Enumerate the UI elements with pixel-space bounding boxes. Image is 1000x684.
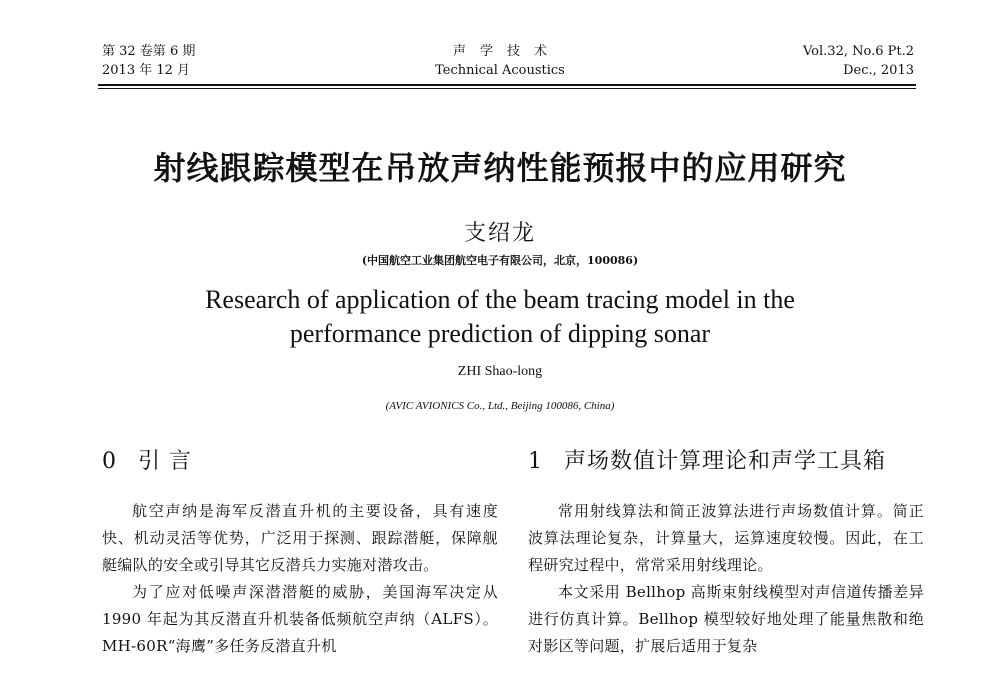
- paragraph: 常用射线算法和简正波算法进行声场数值计算。简正波算法理论复杂，计算量大，运算速度较慢。因此，在工程研究过程中，常常采用射线理论。: [528, 502, 924, 574]
- right-column: [528, 447, 924, 660]
- running-header: [0, 0, 1000, 90]
- header-right: [803, 42, 914, 80]
- section-title: 声场数值计算理论和声学工具箱: [564, 449, 887, 474]
- section-title: 引 言: [138, 449, 192, 474]
- paragraph: 为了应对低噪声深潜潜艇的威胁，美国海军决定从 1990 年起为其反潜直升机装备低频航空声纳（ALFS）。MH-60R“海鹰”多任务反潜直升机: [102, 583, 498, 655]
- date-en: Dec., 2013: [843, 63, 914, 78]
- date-cn: 2013 年 12 月: [102, 63, 191, 78]
- header-rule-thin: [98, 88, 916, 89]
- journal-name-cn: 声学技术: [452, 44, 561, 59]
- author-en: ZHI Shao-long: [457, 364, 543, 379]
- left-column: [102, 447, 498, 660]
- affiliation-cn: (中国航空工业集团航空电子有限公司，北京，100086): [361, 254, 639, 267]
- author-cn: 支绍龙: [463, 221, 536, 246]
- section-heading-introduction: [102, 447, 498, 477]
- paper-title-en: [0, 283, 1000, 351]
- affiliation-en: (AVIC AVIONICS Co., Ltd., Beijing 100086, China): [385, 400, 615, 412]
- title-en-line-1: Research of application of the beam tracing model in the: [205, 285, 795, 314]
- volume-issue-en: Vol.32, No.6 Pt.2: [802, 44, 914, 59]
- section-heading-theory: [528, 447, 924, 477]
- paragraph: 航空声纳是海军反潜直升机的主要设备，具有速度快、机动灵活等优势，广泛用于探测、跟踪潜艇，保障舰艇编队的安全或引导其它反潜兵力实施对潜攻击。: [102, 502, 498, 574]
- volume-issue-cn: 第 32 卷第 6 期: [102, 44, 196, 59]
- title-en-line-2: performance prediction of dipping sonar: [289, 319, 711, 348]
- section-number: 1: [528, 449, 543, 474]
- section-number: 0: [102, 449, 117, 474]
- paper-title-cn: 射线跟踪模型在吊放声纳性能预报中的应用研究: [153, 149, 847, 187]
- journal-name-en: Technical Acoustics: [435, 63, 565, 78]
- paragraph: 本文采用 Bellhop 高斯束射线模型对声信道传播差异进行仿真计算。Bellhop 模型较好地处理了能量焦散和绝对影区等问题，扩展后适用于复杂: [528, 583, 924, 655]
- header-rule-thick: [98, 84, 916, 86]
